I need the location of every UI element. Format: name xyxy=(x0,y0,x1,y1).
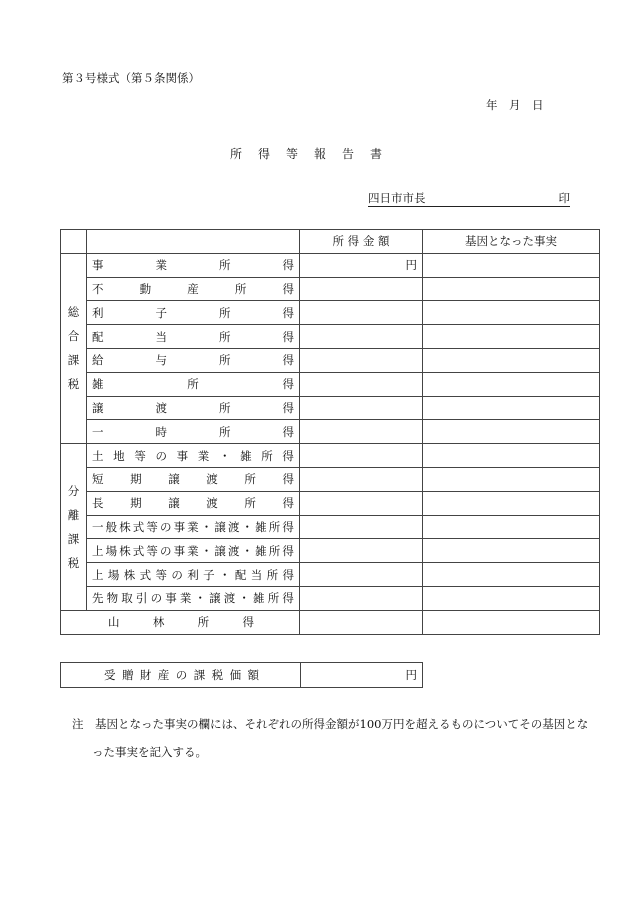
date-line: 年 月 日 xyxy=(486,98,544,112)
amount-field[interactable] xyxy=(300,467,423,491)
label-char: 譲 xyxy=(92,400,104,415)
reason-field[interactable] xyxy=(423,515,600,539)
reason-header: 基因となった事実 xyxy=(423,230,600,254)
label-char: 所 xyxy=(268,543,281,558)
label-char: ・ xyxy=(194,591,206,606)
label-char: 所 xyxy=(261,448,273,463)
label-char: 譲 xyxy=(168,472,180,487)
label-char: 等 xyxy=(146,519,158,534)
label-char: 譲 xyxy=(209,591,221,606)
reason-field[interactable] xyxy=(423,253,600,277)
label-char: 得 xyxy=(282,543,294,558)
label-char: 事 xyxy=(173,519,186,534)
label-char: 渡 xyxy=(227,543,240,558)
income-row xyxy=(61,301,600,325)
income-type-label xyxy=(87,539,300,563)
label-char: 先 xyxy=(92,591,104,606)
label-char: ・ xyxy=(219,567,231,582)
label-char: 得 xyxy=(282,377,294,392)
income-type-text xyxy=(92,567,294,583)
amount-field[interactable] xyxy=(300,563,423,587)
amount-field[interactable] xyxy=(300,396,423,420)
label-char: 子 xyxy=(155,305,167,320)
label-char: 上 xyxy=(92,543,104,558)
income-row xyxy=(61,277,600,301)
label-char: 雑 xyxy=(240,448,252,463)
income-type-label xyxy=(87,325,300,349)
label-char: 雑 xyxy=(92,377,104,392)
income-row xyxy=(61,444,600,468)
label-char: 株 xyxy=(119,543,131,558)
income-row xyxy=(61,253,600,277)
reason-field[interactable] xyxy=(423,610,600,634)
label-char: 子 xyxy=(203,567,215,582)
label-char: 所 xyxy=(219,329,231,344)
label-char: 短 xyxy=(92,472,104,487)
label-char: 場 xyxy=(105,543,118,558)
label-char: 譲 xyxy=(214,519,226,534)
gift-amount-cell[interactable]: 円 xyxy=(301,663,423,688)
income-type-label xyxy=(87,301,300,325)
label-char: 配 xyxy=(234,567,247,582)
label-char: 所 xyxy=(219,400,231,415)
label-char: 雑 xyxy=(255,519,267,534)
label-char: 事 xyxy=(92,258,104,273)
income-row xyxy=(61,348,600,372)
label-char: 当 xyxy=(250,567,263,582)
label-char: 業 xyxy=(197,448,210,463)
label-char: 所 xyxy=(187,377,199,392)
amount-field[interactable] xyxy=(300,444,423,468)
forest-income-row xyxy=(61,610,600,634)
header-row xyxy=(61,230,600,254)
income-row xyxy=(61,515,600,539)
label-char: 受 xyxy=(104,668,116,682)
reason-field[interactable] xyxy=(423,539,600,563)
amount-field[interactable] xyxy=(300,372,423,396)
label-char: 譲 xyxy=(168,496,180,511)
label-char: 雑 xyxy=(253,591,265,606)
label-char: 産 xyxy=(187,281,199,296)
label-char: 株 xyxy=(123,567,136,582)
label-char: 物 xyxy=(106,591,119,606)
reason-field[interactable] xyxy=(423,348,600,372)
label-char: 場 xyxy=(107,567,120,582)
label-char: 式 xyxy=(139,567,152,582)
label-char: の xyxy=(159,543,172,558)
label-char: 額 xyxy=(247,668,259,682)
gift-table xyxy=(60,662,423,688)
reason-field[interactable] xyxy=(423,586,600,610)
income-type-text xyxy=(92,519,294,535)
income-row xyxy=(61,396,600,420)
label-char: 産 xyxy=(157,668,170,682)
group-label-char: 税 xyxy=(67,555,80,570)
label-char: 渡 xyxy=(206,496,218,511)
income-type-text xyxy=(92,305,294,321)
label-char: 雑 xyxy=(255,543,267,558)
income-type-label xyxy=(87,253,300,277)
group-label-char: 総 xyxy=(67,305,80,320)
label-char: 渡 xyxy=(227,519,240,534)
group-label-char: 課 xyxy=(67,353,80,368)
income-row xyxy=(61,372,600,396)
label-char: 所 xyxy=(197,615,210,630)
label-char: 当 xyxy=(155,329,167,344)
amount-field[interactable] xyxy=(300,515,423,539)
income-type-label xyxy=(87,420,300,444)
label-char: 一 xyxy=(92,519,104,534)
label-char: 渡 xyxy=(223,591,236,606)
label-char: 等 xyxy=(155,567,167,582)
amount-field[interactable] xyxy=(300,610,423,634)
label-char: ・ xyxy=(238,591,250,606)
income-type-text xyxy=(92,448,294,464)
label-char: 課 xyxy=(193,668,206,682)
label-char: 所 xyxy=(244,496,256,511)
label-char: 期 xyxy=(130,496,142,511)
label-char: 財 xyxy=(139,668,152,682)
income-type-text xyxy=(92,352,294,368)
label-char: ・ xyxy=(200,543,213,558)
label-char: 得 xyxy=(282,329,294,344)
reason-field[interactable] xyxy=(423,372,600,396)
label-char: の xyxy=(150,591,163,606)
label-char: 得 xyxy=(282,400,294,415)
income-type-label xyxy=(87,491,300,515)
income-type-label xyxy=(87,586,300,610)
label-char: 所 xyxy=(244,472,256,487)
label-char: 業 xyxy=(187,543,199,558)
label-char: 地 xyxy=(113,448,125,463)
income-row xyxy=(61,420,600,444)
amount-field[interactable]: 円 xyxy=(300,253,423,277)
label-char: 得 xyxy=(282,591,294,606)
reason-field[interactable] xyxy=(423,563,600,587)
income-type-text xyxy=(92,495,294,511)
income-row xyxy=(61,325,600,349)
label-char: 所 xyxy=(266,567,279,582)
amount-field[interactable] xyxy=(300,539,423,563)
amount-field[interactable] xyxy=(300,491,423,515)
label-char: ・ xyxy=(218,448,231,463)
label-char: 長 xyxy=(92,496,104,511)
income-type-label xyxy=(87,396,300,420)
label-char: 取 xyxy=(121,591,133,606)
label-char: の xyxy=(171,567,183,582)
label-char: 所 xyxy=(268,519,281,534)
label-char: 得 xyxy=(282,472,294,487)
label-char: 所 xyxy=(219,258,231,273)
reason-field[interactable] xyxy=(423,277,600,301)
label-char: 譲 xyxy=(214,543,226,558)
income-row xyxy=(61,586,600,610)
label-char: 山 xyxy=(108,615,120,630)
label-char: 得 xyxy=(282,353,294,368)
label-char: ・ xyxy=(241,543,254,558)
amount-field[interactable] xyxy=(300,325,423,349)
amount-field[interactable] xyxy=(300,301,423,325)
label-char: 式 xyxy=(132,543,145,558)
label-char: 事 xyxy=(173,543,186,558)
label-char: 期 xyxy=(130,472,142,487)
label-char: 価 xyxy=(229,668,242,682)
income-row xyxy=(61,491,600,515)
income-type-text xyxy=(92,424,294,440)
label-char: 得 xyxy=(282,424,294,439)
income-table xyxy=(60,229,600,635)
group-label-char: 合 xyxy=(67,329,80,344)
label-char: 利 xyxy=(187,567,199,582)
gift-row xyxy=(61,663,423,688)
label-char: 得 xyxy=(242,615,254,630)
label-char: 一 xyxy=(92,424,104,439)
label-char: 時 xyxy=(155,424,167,439)
gift-label xyxy=(66,667,295,683)
label-char: の xyxy=(159,519,172,534)
form-number: 第３号様式（第５条関係） xyxy=(62,71,200,85)
label-char: 所 xyxy=(219,424,231,439)
reason-field[interactable] xyxy=(423,396,600,420)
label-char: 事 xyxy=(176,448,189,463)
reason-field[interactable] xyxy=(423,491,600,515)
label-char: 業 xyxy=(187,519,199,534)
label-char: 林 xyxy=(152,615,165,630)
label-char: 得 xyxy=(282,519,294,534)
income-type-text xyxy=(92,257,294,273)
label-char: 土 xyxy=(92,448,104,463)
reason-field[interactable] xyxy=(423,420,600,444)
label-char: ・ xyxy=(200,519,213,534)
income-row xyxy=(61,467,600,491)
label-char: 業 xyxy=(155,258,167,273)
label-char: 得 xyxy=(282,496,294,511)
label-char: 所 xyxy=(234,281,247,296)
label-char: 所 xyxy=(219,305,231,320)
amount-field[interactable] xyxy=(300,348,423,372)
label-char: 株 xyxy=(119,519,131,534)
label-char: の xyxy=(155,448,167,463)
document-title: 所 得 等 報 告 書 xyxy=(230,147,385,161)
amount-header: 所 得 金 額 xyxy=(300,230,423,254)
label-char: 不 xyxy=(92,281,104,296)
seal-mark: 印 xyxy=(558,191,570,205)
income-row xyxy=(61,539,600,563)
header-blank xyxy=(61,230,87,254)
income-type-text xyxy=(92,400,294,416)
label-char: 得 xyxy=(282,281,294,296)
recipient-line xyxy=(368,190,570,207)
reason-field[interactable] xyxy=(423,301,600,325)
income-type-label xyxy=(87,277,300,301)
label-char: の xyxy=(175,668,188,682)
income-type-text xyxy=(92,471,294,487)
label-char: 与 xyxy=(155,353,167,368)
forest-income-label xyxy=(61,610,300,634)
label-char: 等 xyxy=(134,448,146,463)
label-char: 動 xyxy=(139,281,152,296)
group-label-char: 課 xyxy=(67,531,80,546)
income-type-text xyxy=(92,590,294,606)
label-char: 式 xyxy=(132,519,145,534)
income-type-text xyxy=(92,376,294,392)
income-type-text xyxy=(92,543,294,559)
label-char: ・ xyxy=(241,519,254,534)
footnote-line-1: 注 基因となった事実の欄には、それぞれの所得金額が100万円を超えるものについてその基因とな xyxy=(72,717,589,731)
amount-field[interactable] xyxy=(300,586,423,610)
group-label-char: 分 xyxy=(67,483,80,498)
group-label-char: 離 xyxy=(67,507,80,522)
label-char: 所 xyxy=(267,591,280,606)
label-char: 渡 xyxy=(155,400,167,415)
reason-field[interactable] xyxy=(423,325,600,349)
income-type-label xyxy=(87,444,300,468)
income-row xyxy=(61,563,600,587)
separate-taxation-label xyxy=(61,444,87,611)
reason-field[interactable] xyxy=(423,444,600,468)
label-char: 所 xyxy=(219,353,231,368)
income-type-text xyxy=(92,329,294,345)
group-label-char: 税 xyxy=(67,377,80,392)
header-blank xyxy=(87,230,300,254)
recipient-name: 四日市市長 xyxy=(368,191,426,205)
label-char: 引 xyxy=(135,591,148,606)
amount-field[interactable] xyxy=(300,420,423,444)
label-char: 般 xyxy=(105,519,118,534)
gift-label-cell xyxy=(61,663,301,688)
label-char: 税 xyxy=(211,668,224,682)
label-char: 業 xyxy=(179,591,192,606)
forest-income-text xyxy=(66,614,294,630)
label-char: 等 xyxy=(146,543,158,558)
general-taxation-label xyxy=(61,253,87,443)
label-char: 配 xyxy=(92,329,104,344)
footnote xyxy=(72,710,602,766)
label-char: 得 xyxy=(282,258,294,273)
label-char: 得 xyxy=(282,448,294,463)
label-char: 渡 xyxy=(206,472,218,487)
label-char: 贈 xyxy=(121,668,134,682)
label-char: 給 xyxy=(92,353,104,368)
income-type-label xyxy=(87,348,300,372)
reason-field[interactable] xyxy=(423,467,600,491)
label-char: 利 xyxy=(92,305,104,320)
income-type-text xyxy=(92,281,294,297)
label-char: 事 xyxy=(165,591,177,606)
income-type-label xyxy=(87,467,300,491)
label-char: 得 xyxy=(282,305,294,320)
amount-field[interactable] xyxy=(300,277,423,301)
label-char: 得 xyxy=(282,567,294,582)
income-type-label xyxy=(87,372,300,396)
income-type-label xyxy=(87,515,300,539)
label-char: 上 xyxy=(92,567,104,582)
footnote-line-2: った事実を記入する。 xyxy=(92,745,207,759)
income-type-label xyxy=(87,563,300,587)
